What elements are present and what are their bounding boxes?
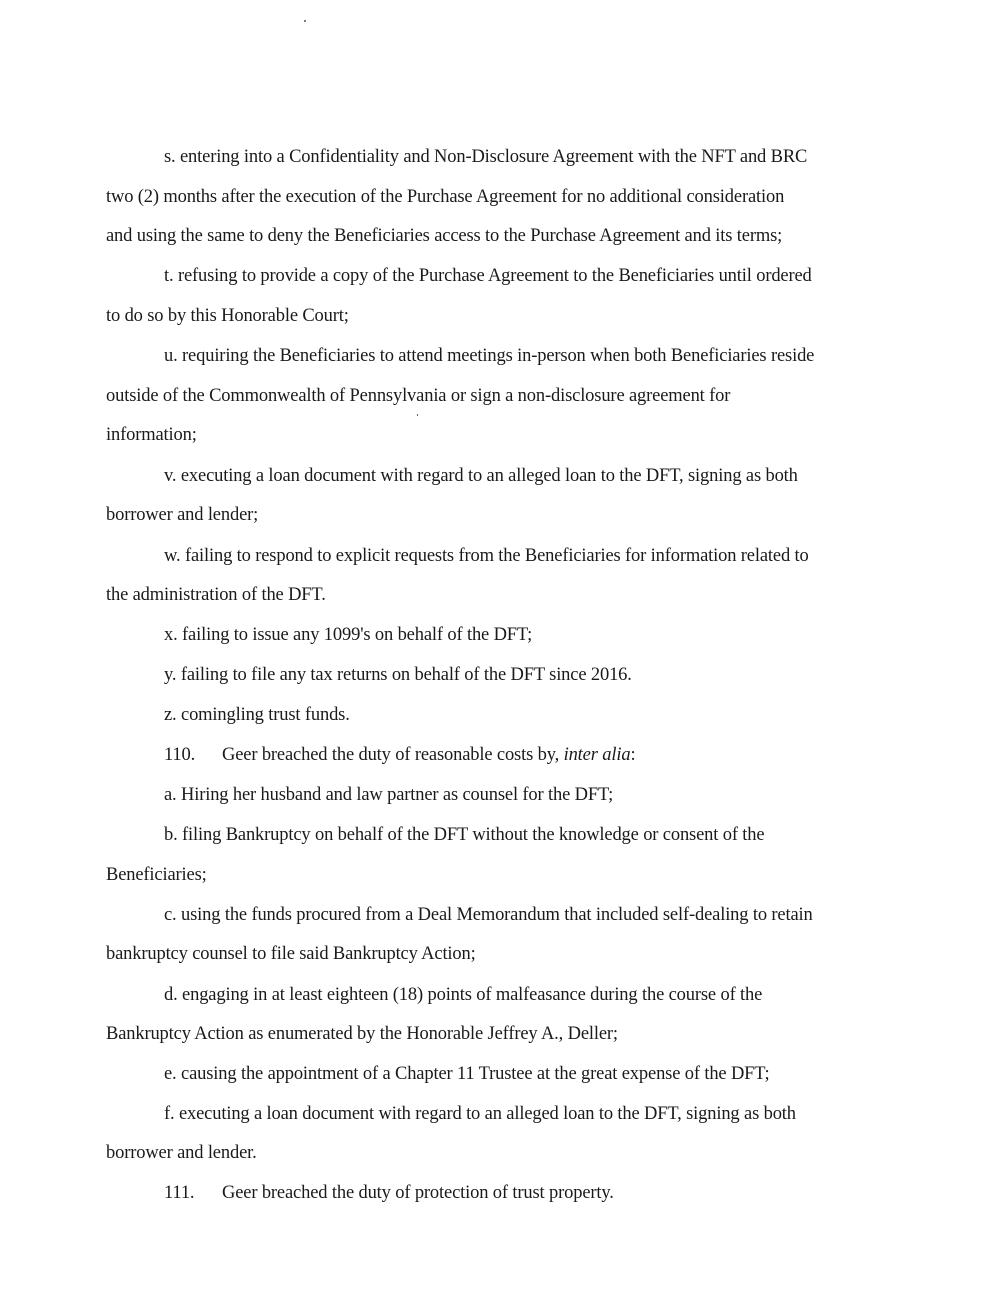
item-u-line-3: information; (106, 425, 197, 445)
item-z: z. comingling trust funds. (164, 705, 350, 725)
item-110-f-line-1: f. executing a loan document with regard to an alleged loan to the DFT, signing as both (164, 1104, 796, 1124)
paragraph-111 (164, 1182, 614, 1204)
item-t-line-2: to do so by this Honorable Court; (106, 306, 349, 326)
item-110-b-line-2: Beneficiaries; (106, 865, 207, 885)
paragraph-text: Geer breached the duty of reasonable costs by, (222, 745, 564, 765)
item-s-line-3: and using the same to deny the Beneficiaries access to the Purchase Agreement and its terms; (106, 226, 783, 246)
paragraph-italic: inter alia (563, 745, 631, 765)
item-y: y. failing to file any tax returns on behalf of the DFT since 2016. (164, 665, 632, 685)
item-110-b-line-1: b. filing Bankruptcy on behalf of the DFT without the knowledge or consent of the (164, 825, 765, 845)
item-u-line-1: u. requiring the Beneficiaries to attend meetings in-person when both Beneficiaries reside (164, 346, 815, 366)
paragraph-number: 111. (164, 1183, 195, 1203)
item-u-line-2: outside of the Commonwealth of Pennsylvania or sign a non-disclosure agreement for (106, 386, 731, 406)
item-110-e: e. causing the appointment of a Chapter 11 Trustee at the great expense of the DFT; (164, 1064, 770, 1084)
item-w-line-2: the administration of the DFT. (106, 585, 326, 605)
paragraph-text: Geer breached the duty of protection of trust property. (222, 1183, 614, 1203)
item-110-d-line-1: d. engaging in at least eighteen (18) points of malfeasance during the course of the (164, 985, 763, 1005)
scan-speck (417, 414, 418, 416)
scan-speck (304, 20, 306, 22)
paragraph-suffix: : (630, 745, 636, 765)
item-v-line-2: borrower and lender; (106, 505, 259, 525)
item-s-line-1: s. entering into a Confidentiality and Non-Disclosure Agreement with the NFT and BRC (164, 147, 808, 167)
item-w-line-1: w. failing to respond to explicit requests from the Beneficiaries for information related to (164, 546, 809, 566)
item-v-line-1: v. executing a loan document with regard to an alleged loan to the DFT, signing as both (164, 466, 798, 486)
item-110-c-line-2: bankruptcy counsel to file said Bankruptcy Action; (106, 944, 476, 964)
item-110-f-line-2: borrower and lender. (106, 1143, 257, 1163)
paragraph-110 (164, 744, 635, 766)
item-110-a: a. Hiring her husband and law partner as counsel for the DFT; (164, 785, 614, 805)
item-110-d-line-2: Bankruptcy Action as enumerated by the Honorable Jeffrey A., Deller; (106, 1024, 618, 1044)
item-110-c-line-1: c. using the funds procured from a Deal Memorandum that included self-dealing to retain (164, 905, 813, 925)
paragraph-number: 110. (164, 745, 196, 765)
item-t-line-1: t. refusing to provide a copy of the Purchase Agreement to the Beneficiaries until ordered (164, 266, 812, 286)
item-x: x. failing to issue any 1099's on behalf of the DFT; (164, 625, 533, 645)
item-s-line-2: two (2) months after the execution of the Purchase Agreement for no additional consideration (106, 187, 785, 207)
